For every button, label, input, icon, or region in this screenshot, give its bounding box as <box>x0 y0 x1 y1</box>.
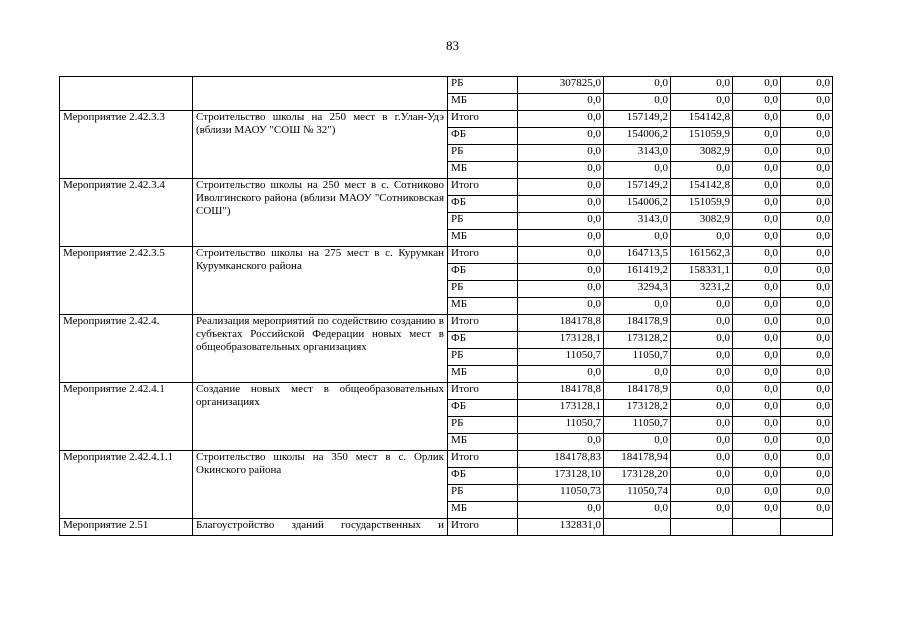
value-cell: 0,0 <box>781 332 833 349</box>
value-cell: 0,0 <box>604 77 671 94</box>
value-cell: 173128,2 <box>604 400 671 417</box>
funding-source-cell: МБ <box>448 94 518 111</box>
value-cell: 0,0 <box>733 332 781 349</box>
funding-source-cell: ФБ <box>448 468 518 485</box>
value-cell: 0,0 <box>781 128 833 145</box>
value-cell: 3231,2 <box>671 281 733 298</box>
value-cell: 0,0 <box>733 281 781 298</box>
value-cell: 0,0 <box>733 366 781 383</box>
value-cell: 0,0 <box>518 162 604 179</box>
value-cell: 11050,7 <box>518 417 604 434</box>
funding-source-cell: Итого <box>448 451 518 468</box>
value-cell: 0,0 <box>733 264 781 281</box>
value-cell: 11050,7 <box>604 349 671 366</box>
value-cell: 0,0 <box>518 196 604 213</box>
value-cell: 0,0 <box>518 111 604 128</box>
value-cell: 0,0 <box>671 485 733 502</box>
funding-source-cell: МБ <box>448 366 518 383</box>
value-cell: 0,0 <box>733 417 781 434</box>
value-cell: 0,0 <box>781 434 833 451</box>
table-row <box>60 451 833 468</box>
value-cell: 173128,10 <box>518 468 604 485</box>
value-cell: 173128,1 <box>518 400 604 417</box>
value-cell: 154142,8 <box>671 179 733 196</box>
measure-name-cell: Мероприятие 2.51 <box>60 519 193 536</box>
value-cell: 0,0 <box>671 94 733 111</box>
value-cell: 0,0 <box>733 434 781 451</box>
table-row <box>60 315 833 332</box>
value-cell: 0,0 <box>733 179 781 196</box>
value-cell: 0,0 <box>733 111 781 128</box>
measure-description-cell <box>193 77 448 111</box>
measure-name-cell: Мероприятие 2.42.4.1 <box>60 383 193 451</box>
value-cell: 0,0 <box>781 230 833 247</box>
value-cell: 0,0 <box>518 502 604 519</box>
value-cell: 0,0 <box>671 332 733 349</box>
value-cell: 0,0 <box>671 502 733 519</box>
measure-name-cell: Мероприятие 2.42.3.3 <box>60 111 193 179</box>
value-cell: 184178,8 <box>518 383 604 400</box>
funding-source-cell: ФБ <box>448 400 518 417</box>
value-cell: 0,0 <box>671 451 733 468</box>
value-cell: 0,0 <box>671 366 733 383</box>
value-cell: 184178,8 <box>518 315 604 332</box>
measure-name-cell: Мероприятие 2.42.4. <box>60 315 193 383</box>
measure-name-cell: Мероприятие 2.42.3.5 <box>60 247 193 315</box>
measure-description-cell: Благоустройство зданий государственных и <box>193 519 448 536</box>
value-cell: 0,0 <box>733 94 781 111</box>
measure-name-cell <box>60 77 193 111</box>
value-cell: 0,0 <box>604 366 671 383</box>
funding-source-cell: ФБ <box>448 264 518 281</box>
value-cell: 0,0 <box>781 111 833 128</box>
table-row <box>60 179 833 196</box>
measure-name-cell: Мероприятие 2.42.4.1.1 <box>60 451 193 519</box>
value-cell: 0,0 <box>733 298 781 315</box>
value-cell: 0,0 <box>604 298 671 315</box>
value-cell: 161419,2 <box>604 264 671 281</box>
measure-description-cell: Строительство школы на 275 мест в с. Курумкан Курумканского района <box>193 247 448 315</box>
value-cell <box>733 519 781 536</box>
value-cell: 132831,0 <box>518 519 604 536</box>
table-row <box>60 111 833 128</box>
value-cell: 0,0 <box>781 366 833 383</box>
value-cell: 0,0 <box>733 383 781 400</box>
funding-source-cell: Итого <box>448 247 518 264</box>
value-cell: 0,0 <box>518 128 604 145</box>
value-cell: 0,0 <box>518 366 604 383</box>
value-cell: 154142,8 <box>671 111 733 128</box>
funding-source-cell: РБ <box>448 417 518 434</box>
measure-description-cell: Строительство школы на 250 мест в г.Улан-Удэ (вблизи МАОУ "СОШ № 32") <box>193 111 448 179</box>
funding-source-cell: Итого <box>448 179 518 196</box>
value-cell: 0,0 <box>518 281 604 298</box>
value-cell: 3082,9 <box>671 213 733 230</box>
value-cell: 157149,2 <box>604 111 671 128</box>
table-row <box>60 519 833 536</box>
value-cell: 173128,1 <box>518 332 604 349</box>
funding-source-cell: МБ <box>448 230 518 247</box>
value-cell: 157149,2 <box>604 179 671 196</box>
value-cell: 0,0 <box>733 145 781 162</box>
value-cell: 0,0 <box>781 94 833 111</box>
value-cell: 151059,9 <box>671 196 733 213</box>
value-cell: 0,0 <box>733 349 781 366</box>
value-cell: 0,0 <box>781 383 833 400</box>
value-cell: 0,0 <box>518 213 604 230</box>
value-cell: 0,0 <box>781 196 833 213</box>
value-cell: 0,0 <box>518 298 604 315</box>
table-row <box>60 383 833 400</box>
funding-source-cell: МБ <box>448 298 518 315</box>
value-cell: 0,0 <box>604 94 671 111</box>
budget-table <box>59 76 833 536</box>
value-cell <box>671 519 733 536</box>
value-cell: 0,0 <box>518 434 604 451</box>
value-cell: 154006,2 <box>604 128 671 145</box>
value-cell: 0,0 <box>781 77 833 94</box>
value-cell: 0,0 <box>781 417 833 434</box>
value-cell: 0,0 <box>604 502 671 519</box>
value-cell <box>604 519 671 536</box>
value-cell: 0,0 <box>518 94 604 111</box>
value-cell: 0,0 <box>781 179 833 196</box>
value-cell: 0,0 <box>733 315 781 332</box>
value-cell: 0,0 <box>733 400 781 417</box>
value-cell: 184178,9 <box>604 383 671 400</box>
funding-source-cell: ФБ <box>448 196 518 213</box>
funding-source-cell: Итого <box>448 111 518 128</box>
value-cell: 11050,74 <box>604 485 671 502</box>
value-cell <box>781 519 833 536</box>
value-cell: 0,0 <box>733 77 781 94</box>
funding-source-cell: РБ <box>448 145 518 162</box>
value-cell: 184178,83 <box>518 451 604 468</box>
value-cell: 0,0 <box>781 247 833 264</box>
value-cell: 0,0 <box>781 298 833 315</box>
value-cell: 184178,94 <box>604 451 671 468</box>
value-cell: 0,0 <box>604 434 671 451</box>
value-cell: 0,0 <box>518 179 604 196</box>
value-cell: 3082,9 <box>671 145 733 162</box>
value-cell: 0,0 <box>671 315 733 332</box>
value-cell: 0,0 <box>733 230 781 247</box>
value-cell: 0,0 <box>781 468 833 485</box>
value-cell: 154006,2 <box>604 196 671 213</box>
value-cell: 0,0 <box>733 247 781 264</box>
value-cell: 0,0 <box>781 281 833 298</box>
value-cell: 0,0 <box>671 298 733 315</box>
value-cell: 0,0 <box>781 213 833 230</box>
value-cell: 161562,3 <box>671 247 733 264</box>
value-cell: 0,0 <box>671 417 733 434</box>
value-cell: 0,0 <box>518 247 604 264</box>
value-cell: 173128,2 <box>604 332 671 349</box>
value-cell: 0,0 <box>671 349 733 366</box>
funding-source-cell: МБ <box>448 502 518 519</box>
value-cell: 0,0 <box>518 264 604 281</box>
value-cell: 151059,9 <box>671 128 733 145</box>
measure-description-cell: Строительство школы на 350 мест в с. Орлик Окинского района <box>193 451 448 519</box>
value-cell: 0,0 <box>733 485 781 502</box>
value-cell: 11050,73 <box>518 485 604 502</box>
value-cell: 11050,7 <box>518 349 604 366</box>
value-cell: 0,0 <box>604 230 671 247</box>
table-row <box>60 247 833 264</box>
value-cell: 0,0 <box>671 400 733 417</box>
value-cell: 0,0 <box>733 502 781 519</box>
measure-description-cell: Создание новых мест в общеобразовательных организациях <box>193 383 448 451</box>
funding-source-cell: РБ <box>448 77 518 94</box>
funding-source-cell: Итого <box>448 315 518 332</box>
value-cell: 0,0 <box>781 451 833 468</box>
value-cell: 0,0 <box>781 400 833 417</box>
value-cell: 0,0 <box>671 434 733 451</box>
value-cell: 0,0 <box>781 315 833 332</box>
value-cell: 307825,0 <box>518 77 604 94</box>
value-cell: 3143,0 <box>604 213 671 230</box>
measure-description-cell: Строительство школы на 250 мест в с. Сотниково Иволгинского района (вблизи МАОУ "Сотниковская СОШ") <box>193 179 448 247</box>
funding-source-cell: МБ <box>448 434 518 451</box>
value-cell: 0,0 <box>733 451 781 468</box>
value-cell: 0,0 <box>604 162 671 179</box>
value-cell: 3294,3 <box>604 281 671 298</box>
value-cell: 11050,7 <box>604 417 671 434</box>
value-cell: 0,0 <box>671 77 733 94</box>
funding-source-cell: РБ <box>448 213 518 230</box>
value-cell: 158331,1 <box>671 264 733 281</box>
value-cell: 0,0 <box>733 213 781 230</box>
funding-source-cell: РБ <box>448 349 518 366</box>
value-cell: 0,0 <box>781 349 833 366</box>
value-cell: 0,0 <box>781 145 833 162</box>
value-cell: 0,0 <box>518 145 604 162</box>
measure-description-cell: Реализация мероприятий по содействию созданию в субъектах Российской Федерации новых мест в общеобразовательных организациях <box>193 315 448 383</box>
value-cell: 3143,0 <box>604 145 671 162</box>
value-cell: 0,0 <box>671 383 733 400</box>
value-cell: 0,0 <box>733 128 781 145</box>
value-cell: 0,0 <box>781 502 833 519</box>
value-cell: 164713,5 <box>604 247 671 264</box>
value-cell: 0,0 <box>518 230 604 247</box>
page-number: 83 <box>446 38 459 53</box>
value-cell: 0,0 <box>671 162 733 179</box>
funding-source-cell: Итого <box>448 383 518 400</box>
value-cell: 0,0 <box>781 162 833 179</box>
measure-name-cell: Мероприятие 2.42.3.4 <box>60 179 193 247</box>
funding-source-cell: Итого <box>448 519 518 536</box>
value-cell: 0,0 <box>733 468 781 485</box>
value-cell: 0,0 <box>781 485 833 502</box>
value-cell: 184178,9 <box>604 315 671 332</box>
value-cell: 0,0 <box>733 196 781 213</box>
value-cell: 0,0 <box>733 162 781 179</box>
table-row <box>60 77 833 94</box>
funding-source-cell: МБ <box>448 162 518 179</box>
value-cell: 0,0 <box>671 468 733 485</box>
value-cell: 0,0 <box>781 264 833 281</box>
funding-source-cell: РБ <box>448 485 518 502</box>
funding-source-cell: ФБ <box>448 332 518 349</box>
value-cell: 0,0 <box>671 230 733 247</box>
funding-source-cell: ФБ <box>448 128 518 145</box>
value-cell: 173128,20 <box>604 468 671 485</box>
funding-source-cell: РБ <box>448 281 518 298</box>
